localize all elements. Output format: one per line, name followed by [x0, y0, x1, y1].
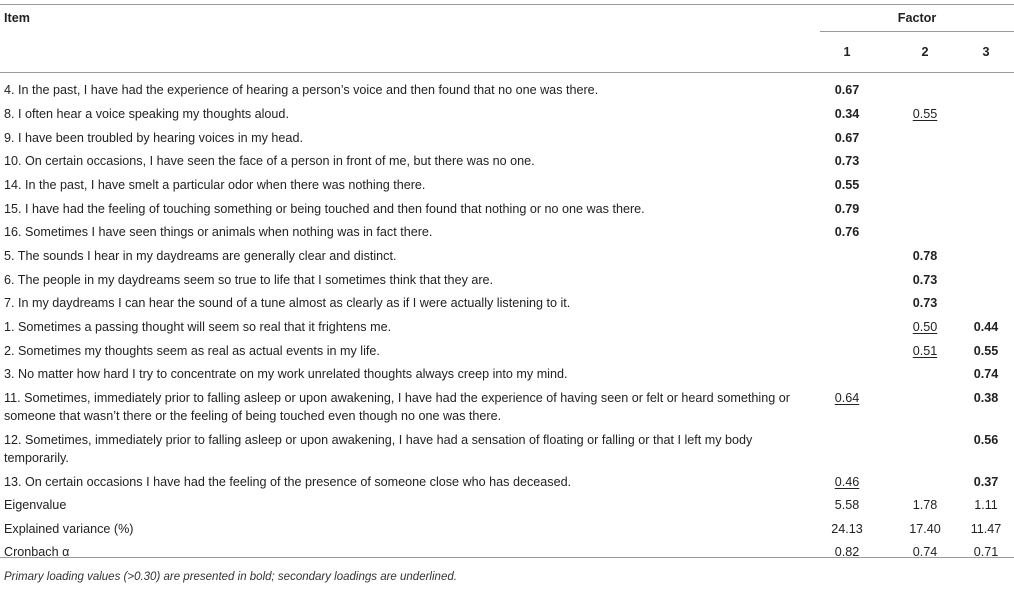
item-text: 14. In the past, I have smelt a particular odor when there was nothing there. — [4, 178, 426, 192]
summary-label: Cronbach α — [4, 545, 70, 559]
factor-header: Factor — [897, 11, 937, 25]
loading-factor-1: 0.55 — [834, 178, 860, 192]
summary-label: Explained variance (%) — [4, 522, 134, 536]
loading-factor-3: 0.74 — [973, 367, 999, 381]
loading-factor-3: 0.37 — [973, 475, 999, 489]
loading-factor-1: 0.46 — [834, 475, 860, 489]
item-text: 6. The people in my daydreams seem so true to life that I sometimes think that they are. — [4, 273, 494, 287]
summary-value-factor-3: 0.71 — [973, 545, 999, 559]
item-text: 12. Sometimes, immediately prior to falling asleep or upon awakening, I have had a sensation of floating or falling or that I left my body temporarily. — [4, 433, 753, 465]
item-text: 3. No matter how hard I try to concentrate on my work unrelated thoughts always creep into my mind. — [4, 367, 568, 381]
factor-2-header: 2 — [921, 45, 929, 59]
summary-label: Eigenvalue — [4, 498, 67, 512]
item-text: 9. I have been troubled by hearing voices in my head. — [4, 131, 303, 145]
summary-value-factor-2: 1.78 — [912, 498, 938, 512]
top-rule — [0, 4, 1014, 5]
loading-factor-2: 0.73 — [912, 296, 938, 310]
item-header: Item — [4, 11, 30, 25]
item-text: 5. The sounds I hear in my daydreams are generally clear and distinct. — [4, 249, 397, 263]
loading-factor-1: 0.64 — [834, 391, 860, 405]
loading-factor-3: 0.56 — [973, 433, 999, 447]
item-text: 15. I have had the feeling of touching something or being touched and then found that nothing or no one was there. — [4, 202, 645, 216]
factor-1-header: 1 — [843, 45, 851, 59]
item-text: 16. Sometimes I have seen things or animals when nothing was in fact there. — [4, 225, 433, 239]
summary-value-factor-2: 17.40 — [909, 522, 941, 536]
factor-3-header: 3 — [982, 45, 990, 59]
summary-value-factor-1: 24.13 — [831, 522, 863, 536]
loading-factor-1: 0.67 — [834, 83, 860, 97]
item-text: 7. In my daydreams I can hear the sound of a tune almost as clearly as if I were actually listening to it. — [4, 296, 571, 310]
loading-factor-1: 0.67 — [834, 131, 860, 145]
loading-factor-1: 0.76 — [834, 225, 860, 239]
summary-value-factor-3: 1.11 — [974, 498, 998, 512]
header-rule — [0, 72, 1014, 73]
summary-value-factor-2: 0.74 — [912, 545, 938, 559]
loading-factor-3: 0.38 — [973, 391, 999, 405]
item-text: 10. On certain occasions, I have seen the face of a person in front of me, but there was no one. — [4, 154, 535, 168]
item-text: 11. Sometimes, immediately prior to falling asleep or upon awakening, I have had the experience of having seen or felt or heard something or someone that wasn’t there or the feeling of being touched even though no one was there. — [4, 391, 790, 423]
factor-span-rule — [820, 31, 1014, 32]
item-text: 8. I often hear a voice speaking my thoughts aloud. — [4, 107, 289, 121]
loading-factor-3: 0.44 — [973, 320, 999, 334]
item-text: 1. Sometimes a passing thought will seem so real that it frightens me. — [4, 320, 392, 334]
item-text: 13. On certain occasions I have had the feeling of the presence of someone close who has deceased. — [4, 475, 572, 489]
loading-factor-1: 0.73 — [834, 154, 860, 168]
loading-factor-3: 0.55 — [973, 344, 999, 358]
loading-factor-2: 0.73 — [912, 273, 938, 287]
loading-factor-1: 0.79 — [834, 202, 860, 216]
loading-factor-2: 0.55 — [912, 107, 938, 121]
table-footnote: Primary loading values (>0.30) are presented in bold; secondary loadings are underlined. — [4, 571, 457, 583]
loading-factor-1: 0.34 — [834, 107, 860, 121]
item-text: 2. Sometimes my thoughts seem as real as actual events in my life. — [4, 344, 380, 358]
loading-factor-2: 0.78 — [912, 249, 938, 263]
loading-factor-2: 0.51 — [912, 344, 938, 358]
summary-value-factor-3: 11.47 — [970, 522, 1002, 536]
summary-value-factor-1: 0.82 — [834, 545, 860, 559]
summary-value-factor-1: 5.58 — [834, 498, 860, 512]
loading-factor-2: 0.50 — [912, 320, 938, 334]
item-text: 4. In the past, I have had the experience of hearing a person’s voice and then found that no one was there. — [4, 83, 599, 97]
